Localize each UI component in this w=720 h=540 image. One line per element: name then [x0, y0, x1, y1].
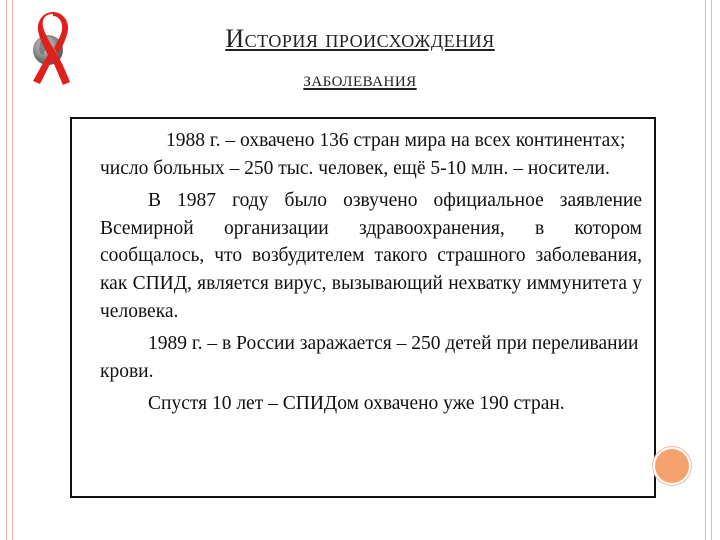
- slide-border-left-outer: [6, 0, 7, 540]
- red-ribbon-globe-icon: [28, 10, 78, 90]
- slide-border-right-outer: [711, 0, 712, 540]
- paragraph-1989: 1989 г. – в России заражается – 250 детей при переливании крови.: [100, 333, 639, 382]
- page-title-line1: История происхождения: [225, 24, 495, 53]
- paragraph-1988: 1988 г. – охвачено 136 стран мира на всех континентах; число больных – 250 тыс. человек, ещё 5-10 млн. – носители.: [100, 130, 626, 179]
- orange-circle-decoration: [653, 447, 691, 485]
- page-title-line2: заболевания: [303, 66, 417, 91]
- content-box: [70, 117, 656, 498]
- paragraph-1987: В 1987 году было озвучено официальное заявление Всемирной организации здравоохранения, в котором сообщалось, что возбудителем такого страшного заболевания, как СПИД, является вирус, вызывающий нехватку иммунитета у человека.: [100, 190, 642, 322]
- paragraph-10-years: Спустя 10 лет – СПИДом охвачено уже 190 стран.: [148, 393, 565, 415]
- slide-border-left-inner: [12, 0, 13, 540]
- slide-border-right-inner: [705, 0, 706, 540]
